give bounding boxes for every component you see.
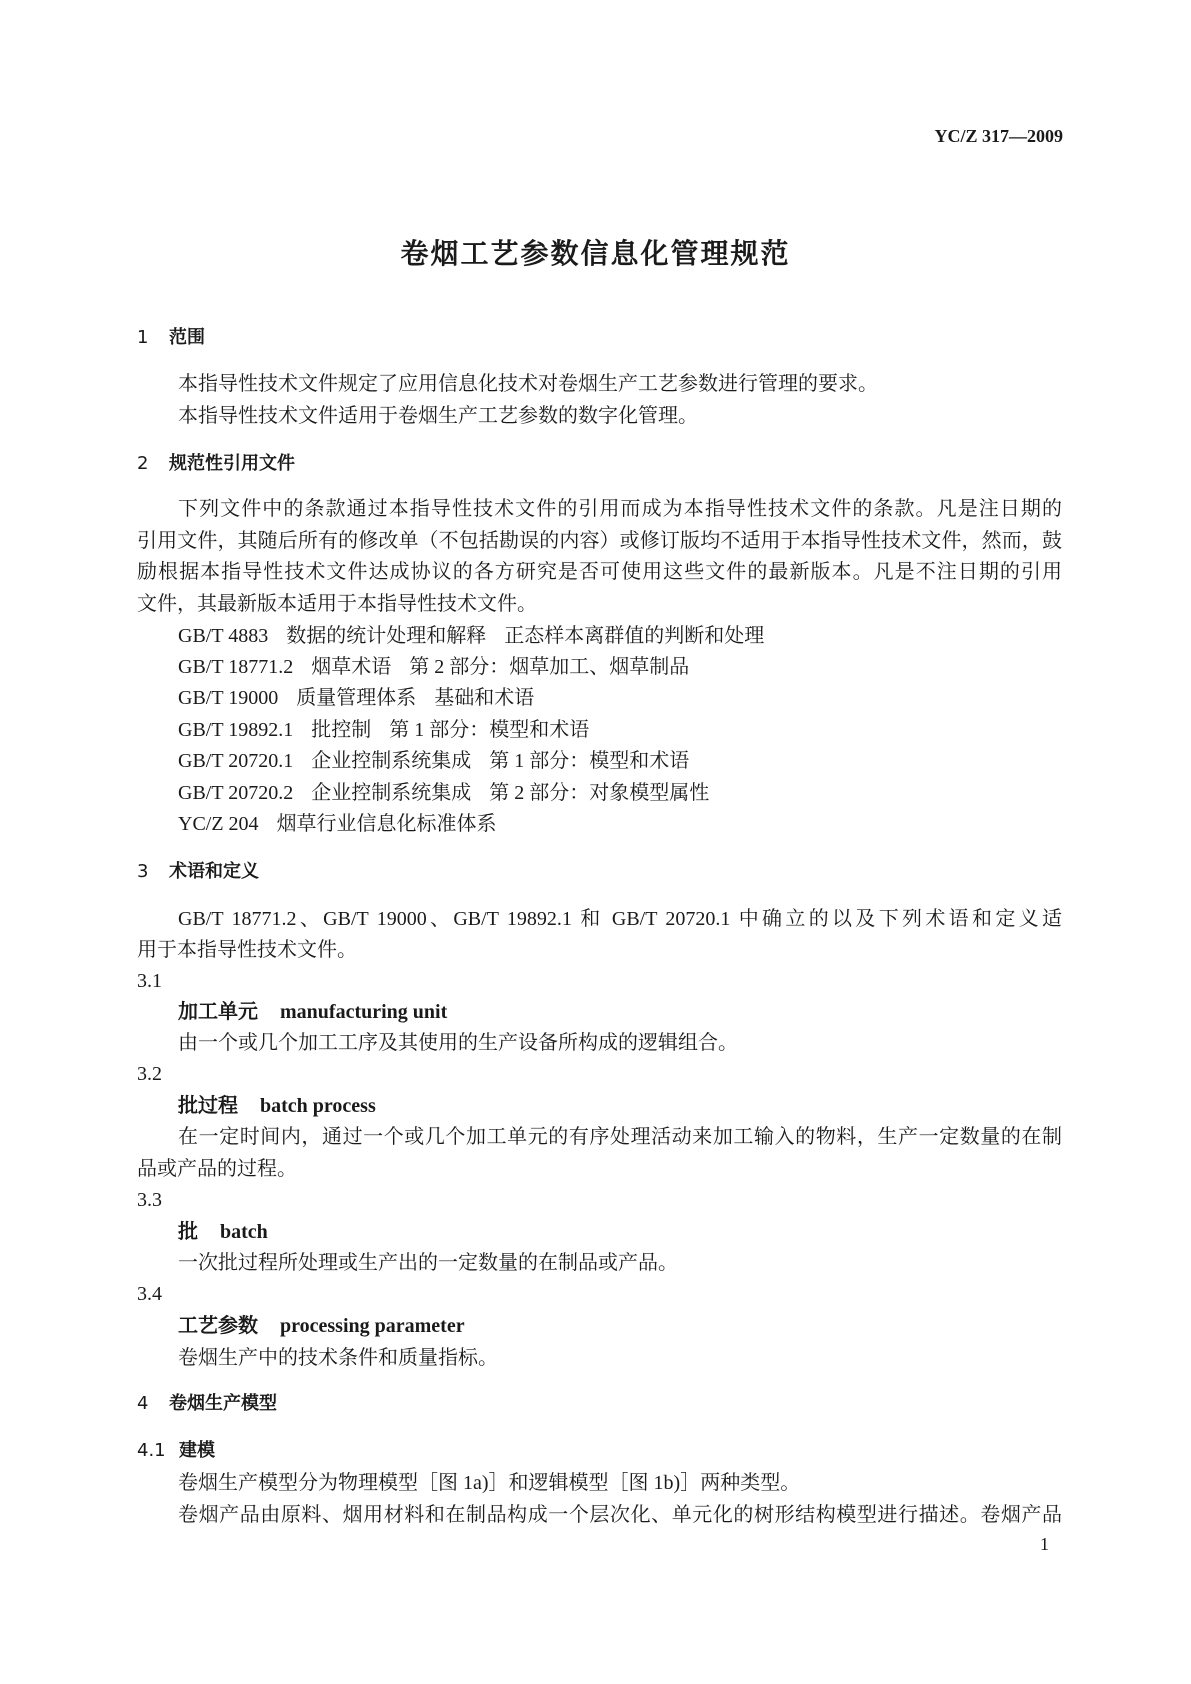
section-heading-3 (137, 860, 259, 884)
term-number: 3.3 (137, 1189, 162, 1211)
subsection-heading-4-1 (137, 1439, 215, 1463)
subsection-number: 4.1 (137, 1440, 166, 1461)
section-number: 3 (137, 861, 149, 882)
term-heading (178, 1220, 268, 1244)
reference-subtitle: 第 1 部分：模型和术语 (389, 719, 590, 741)
term-heading (178, 1094, 376, 1118)
term-zh: 加工单元 (178, 1001, 258, 1023)
paragraph-line: 引用文件，其随后所有的修改单（不包括勘误的内容）或修订版均不适用于本指导性技术文件，然而，鼓 (137, 530, 1062, 552)
section-title: 范围 (169, 327, 205, 348)
term-definition: 品或产品的过程。 (137, 1158, 297, 1180)
section-title: 卷烟生产模型 (169, 1393, 277, 1414)
term-definition: 一次批过程所处理或生产出的一定数量的在制品或产品。 (178, 1252, 678, 1274)
subsection-title: 建模 (179, 1440, 215, 1461)
reference-code: GB/T 19000 (178, 687, 279, 709)
section-heading-4 (137, 1392, 277, 1416)
section-title: 规范性引用文件 (169, 453, 295, 474)
paragraph-line: 本指导性技术文件规定了应用信息化技术对卷烟生产工艺参数进行管理的要求。 (178, 373, 878, 395)
paragraph-line: GB/T 18771.2、GB/T 19000、GB/T 19892.1 和 GB/T 20720.1 中确立的以及下列术语和定义适 (178, 908, 1062, 930)
reference-item (178, 655, 689, 679)
paragraph-line: 文件，其最新版本适用于本指导性技术文件。 (137, 593, 537, 615)
section-number: 4 (137, 1393, 149, 1414)
section-number: 1 (137, 327, 149, 348)
section-heading-2 (137, 452, 295, 476)
term-definition: 由一个或几个加工工序及其使用的生产设备所构成的逻辑组合。 (178, 1032, 738, 1054)
reference-code: GB/T 18771.2 (178, 656, 294, 678)
reference-title: 烟草行业信息化标准体系 (276, 813, 497, 835)
reference-item (178, 718, 589, 742)
section-title: 术语和定义 (169, 861, 259, 882)
reference-title: 企业控制系统集成 (311, 750, 472, 772)
paragraph-line: 本指导性技术文件适用于卷烟生产工艺参数的数字化管理。 (178, 405, 698, 427)
term-en: manufacturing unit (280, 1001, 448, 1023)
page-title: 卷烟工艺参数信息化管理规范 (400, 237, 791, 270)
term-number: 3.1 (137, 970, 162, 992)
reference-title: 数据的统计处理和解释 (286, 625, 487, 647)
section-number: 2 (137, 453, 149, 474)
term-definition: 卷烟生产中的技术条件和质量指标。 (178, 1347, 498, 1369)
reference-item (178, 686, 534, 710)
term-en: processing parameter (280, 1315, 465, 1337)
reference-title: 企业控制系统集成 (311, 782, 472, 804)
paragraph-line: 卷烟生产模型分为物理模型［图 1a)］和逻辑模型［图 1b)］两种类型。 (178, 1472, 801, 1494)
paragraph-line: 下列文件中的条款通过本指导性技术文件的引用而成为本指导性技术文件的条款。凡是注日期的 (178, 498, 1062, 520)
term-zh: 批过程 (178, 1095, 238, 1117)
term-number: 3.4 (137, 1283, 162, 1305)
reference-code: GB/T 20720.2 (178, 782, 294, 804)
reference-subtitle: 第 2 部分：对象模型属性 (489, 782, 710, 804)
reference-subtitle: 第 1 部分：模型和术语 (489, 750, 690, 772)
page-number: 1 (1040, 1534, 1049, 1554)
paragraph-line: 励根据本指导性技术文件达成协议的各方研究是否可使用这些文件的最新版本。凡是不注日期的引用 (137, 561, 1062, 583)
term-definition: 在一定时间内，通过一个或几个加工单元的有序处理活动来加工输入的物料，生产一定数量的在制 (178, 1126, 1062, 1148)
reference-subtitle: 第 2 部分：烟草加工、烟草制品 (409, 656, 690, 678)
term-heading (178, 1000, 447, 1024)
reference-item (178, 812, 515, 836)
reference-title: 烟草术语 (311, 656, 392, 678)
reference-item (178, 749, 689, 773)
reference-code: GB/T 4883 (178, 625, 269, 647)
reference-title: 质量管理体系 (296, 687, 417, 709)
reference-code: GB/T 19892.1 (178, 719, 294, 741)
section-heading-1 (137, 326, 205, 350)
term-en: batch process (260, 1095, 376, 1117)
reference-item (178, 781, 709, 805)
term-en: batch (220, 1221, 268, 1243)
reference-subtitle: 基础和术语 (434, 687, 535, 709)
reference-item (178, 624, 764, 648)
reference-code: YC/Z 204 (178, 813, 259, 835)
reference-subtitle: 正态样本离群值的判断和处理 (504, 625, 765, 647)
term-zh: 批 (178, 1221, 198, 1243)
document-number: YC/Z 317—2009 (934, 126, 1063, 146)
term-heading (178, 1314, 465, 1338)
reference-title: 批控制 (311, 719, 372, 741)
term-zh: 工艺参数 (178, 1315, 258, 1337)
paragraph-line: 用于本指导性技术文件。 (137, 939, 357, 961)
reference-code: GB/T 20720.1 (178, 750, 294, 772)
term-number: 3.2 (137, 1063, 162, 1085)
paragraph-line: 卷烟产品由原料、烟用材料和在制品构成一个层次化、单元化的树形结构模型进行描述。卷烟产品 (178, 1504, 1062, 1526)
